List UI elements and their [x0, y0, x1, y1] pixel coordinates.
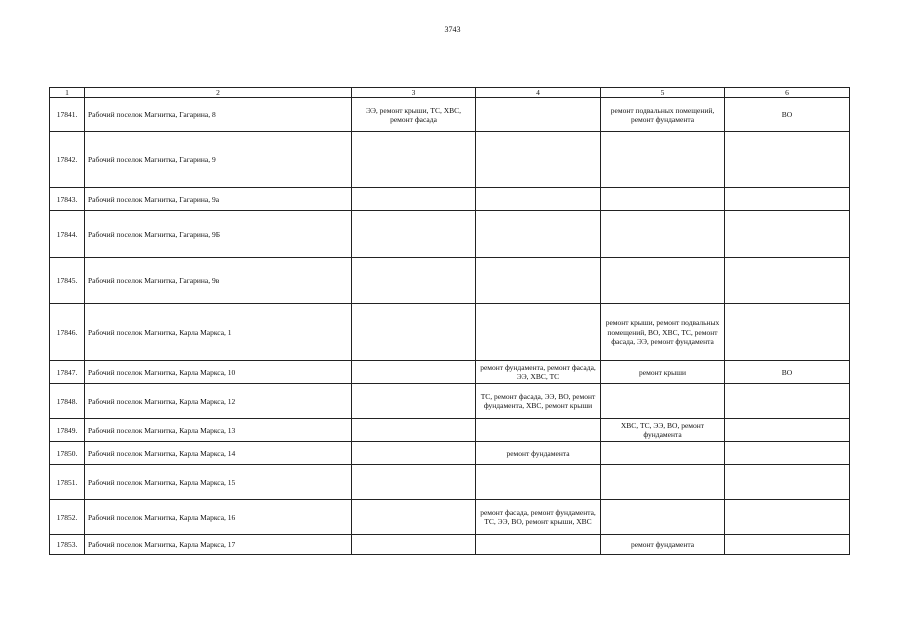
row-address: Рабочий поселок Магнитка, Карла Маркса, 17: [85, 535, 352, 555]
table-row: [50, 188, 850, 211]
table-row: [50, 361, 850, 384]
column-header-6: 6: [725, 88, 850, 98]
row-address: Рабочий поселок Магнитка, Карла Маркса, 15: [85, 465, 352, 500]
row-cell-col4: [476, 465, 601, 500]
row-address: Рабочий поселок Магнитка, Карла Маркса, 14: [85, 442, 352, 465]
row-cell-col3: ЭЭ, ремонт крыши, ТС, ХВС, ремонт фасада: [352, 98, 476, 132]
column-header-3: 3: [352, 88, 476, 98]
column-header-5: 5: [601, 88, 725, 98]
row-cell-col6: [725, 535, 850, 555]
row-cell-col4: ремонт фундамента, ремонт фасада, ЭЭ, ХВС, ТС: [476, 361, 601, 384]
row-address: Рабочий поселок Магнитка, Карла Маркса, 1: [85, 304, 352, 361]
table-row: [50, 535, 850, 555]
row-cell-col5: [601, 442, 725, 465]
row-cell-col5: ХВС, ТС, ЭЭ, ВО, ремонт фундамента: [601, 419, 725, 442]
row-number: 17850.: [50, 442, 85, 465]
row-cell-col5: [601, 465, 725, 500]
row-address: Рабочий поселок Магнитка, Карла Маркса, 16: [85, 500, 352, 535]
row-number: 17849.: [50, 419, 85, 442]
row-cell-col3: [352, 132, 476, 188]
row-cell-col6: [725, 258, 850, 304]
row-cell-col4: [476, 535, 601, 555]
row-cell-col6: ВО: [725, 361, 850, 384]
table-row: [50, 304, 850, 361]
row-number: 17843.: [50, 188, 85, 211]
table-row: [50, 98, 850, 132]
row-cell-col4: ремонт фундамента: [476, 442, 601, 465]
row-address: Рабочий поселок Магнитка, Карла Маркса, 13: [85, 419, 352, 442]
row-cell-col4: [476, 188, 601, 211]
row-address: Рабочий поселок Магнитка, Гагарина, 9а: [85, 188, 352, 211]
row-cell-col5: [601, 384, 725, 419]
row-cell-col6: [725, 211, 850, 258]
row-cell-col3: [352, 258, 476, 304]
row-cell-col6: [725, 419, 850, 442]
row-number: 17846.: [50, 304, 85, 361]
row-cell-col4: ремонт фасада, ремонт фундамента, ТС, ЭЭ, ВО, ремонт крыши, ХВС: [476, 500, 601, 535]
row-cell-col3: [352, 500, 476, 535]
row-number: 17842.: [50, 132, 85, 188]
row-cell-col6: [725, 304, 850, 361]
table-row: [50, 258, 850, 304]
row-cell-col4: [476, 211, 601, 258]
row-cell-col5: [601, 500, 725, 535]
row-cell-col5: ремонт крыши: [601, 361, 725, 384]
column-header-2: 2: [85, 88, 352, 98]
header-row: [50, 88, 850, 98]
row-number: 17841.: [50, 98, 85, 132]
row-cell-col3: [352, 465, 476, 500]
row-number: 17853.: [50, 535, 85, 555]
table-row: [50, 465, 850, 500]
table-row: [50, 500, 850, 535]
row-cell-col6: [725, 442, 850, 465]
row-address: Рабочий поселок Магнитка, Гагарина, 9: [85, 132, 352, 188]
row-number: 17847.: [50, 361, 85, 384]
row-address: Рабочий поселок Магнитка, Гагарина, 8: [85, 98, 352, 132]
row-address: Рабочий поселок Магнитка, Карла Маркса, 10: [85, 361, 352, 384]
row-cell-col6: [725, 188, 850, 211]
row-cell-col4: [476, 132, 601, 188]
table-row: [50, 384, 850, 419]
row-cell-col5: [601, 258, 725, 304]
row-cell-col3: [352, 419, 476, 442]
row-cell-col5: [601, 188, 725, 211]
page-number: 3743: [444, 25, 461, 34]
row-cell-col5: [601, 132, 725, 188]
column-header-1: 1: [50, 88, 85, 98]
column-header-4: 4: [476, 88, 601, 98]
row-cell-col6: [725, 384, 850, 419]
table-row: [50, 132, 850, 188]
row-number: 17844.: [50, 211, 85, 258]
row-address: Рабочий поселок Магнитка, Гагарина, 9в: [85, 258, 352, 304]
table-row: [50, 419, 850, 442]
row-number: 17848.: [50, 384, 85, 419]
row-address: Рабочий поселок Магнитка, Гагарина, 9Б: [85, 211, 352, 258]
row-cell-col6: [725, 132, 850, 188]
row-cell-col4: ТС, ремонт фасада, ЭЭ, ВО, ремонт фундамента, ХВС, ремонт крыши: [476, 384, 601, 419]
row-cell-col3: [352, 361, 476, 384]
row-cell-col3: [352, 304, 476, 361]
row-cell-col3: [352, 442, 476, 465]
row-cell-col6: [725, 500, 850, 535]
row-number: 17851.: [50, 465, 85, 500]
row-cell-col5: [601, 211, 725, 258]
row-cell-col4: [476, 98, 601, 132]
row-cell-col5: ремонт крыши, ремонт подвальных помещений, ВО, ХВС, ТС, ремонт фасада, ЭЭ, ремонт фундамента: [601, 304, 725, 361]
row-cell-col4: [476, 304, 601, 361]
row-cell-col5: ремонт подвальных помещений, ремонт фундамента: [601, 98, 725, 132]
table-row: [50, 211, 850, 258]
row-cell-col3: [352, 211, 476, 258]
row-cell-col4: [476, 419, 601, 442]
row-cell-col3: [352, 535, 476, 555]
row-cell-col5: ремонт фундамента: [601, 535, 725, 555]
register-table: [49, 87, 850, 555]
row-cell-col6: ВО: [725, 98, 850, 132]
table-row: [50, 442, 850, 465]
row-cell-col3: [352, 384, 476, 419]
row-cell-col6: [725, 465, 850, 500]
row-cell-col3: [352, 188, 476, 211]
row-address: Рабочий поселок Магнитка, Карла Маркса, 12: [85, 384, 352, 419]
row-number: 17845.: [50, 258, 85, 304]
row-cell-col4: [476, 258, 601, 304]
row-number: 17852.: [50, 500, 85, 535]
